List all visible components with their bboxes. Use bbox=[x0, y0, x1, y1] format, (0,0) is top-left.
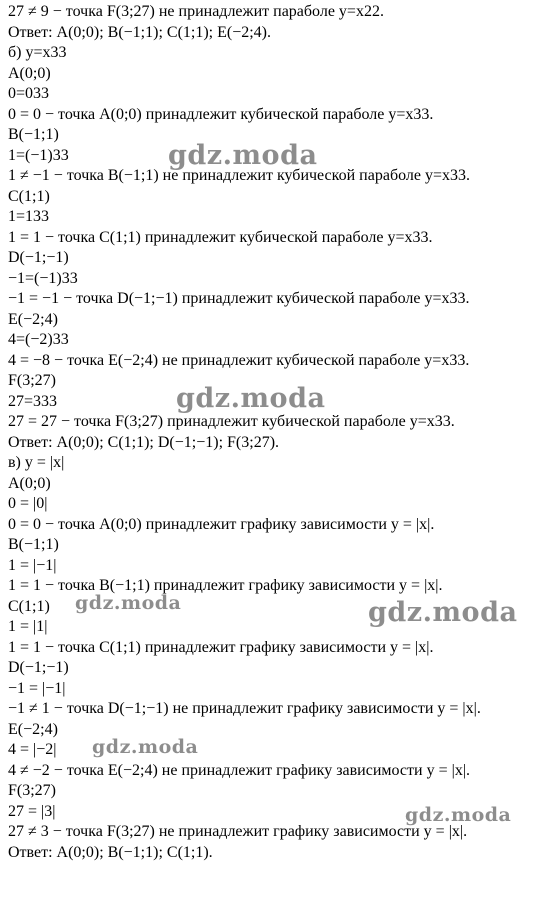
text-line: 0 = 0 − точка A(0;0) принадлежит графику зависимости y = |x|. bbox=[8, 515, 435, 533]
watermark: gdz.moda bbox=[92, 736, 199, 758]
text-line: C(1;1) bbox=[8, 187, 50, 205]
text-line: 1 = 1 − точка C(1;1) принадлежит кубической параболе y=x33. bbox=[8, 228, 433, 246]
text-line: A(0;0) bbox=[8, 474, 51, 492]
text-line: −1 = |−1| bbox=[8, 679, 66, 697]
text-line: 1 = |−1| bbox=[8, 556, 57, 574]
text-line: 1=133 bbox=[8, 208, 50, 225]
text-line: 27 = 27 − точка F(3;27) принадлежит кубической параболе y=x33. bbox=[8, 413, 455, 430]
text-line: 4=(−2)33 bbox=[8, 331, 69, 348]
text-line: −1 = −1 − точка D(−1;−1) принадлежит кубической параболе y=x33. bbox=[8, 290, 470, 307]
text-line: C(1;1) bbox=[8, 597, 50, 615]
watermark: gdz.moda bbox=[75, 592, 182, 614]
text-line: F(3;27) bbox=[8, 782, 56, 799]
text-line: F(3;27) bbox=[8, 372, 56, 389]
solution-text bbox=[8, 2, 553, 863]
text-line: Ответ: A(0;0); B(−1;1); C(1;1); E(−2;4). bbox=[8, 23, 272, 41]
watermark: gdz.moda bbox=[176, 383, 326, 414]
answer-line: Ответ: A(0;0); C(1;1); D(−1;−1); F(3;27). bbox=[8, 433, 280, 451]
text-line: 4 = −8 − точка E(−2;4) не принадлежит кубической параболе y=x33. bbox=[8, 351, 470, 369]
text-line: E(−2;4) bbox=[8, 310, 58, 328]
text-line: 27 ≠ 9 − точка F(3;27) не принадлежит параболе y=x22. bbox=[8, 3, 384, 20]
text-line: −1 ≠ 1 − точка D(−1;−1) не принадлежит графику зависимости y = |x|. bbox=[8, 700, 481, 717]
text-line: A(0;0) bbox=[8, 64, 51, 82]
text-line: D(−1;−1) bbox=[8, 659, 69, 676]
text-line: 27=333 bbox=[8, 392, 58, 410]
text-line: 27 = |3| bbox=[8, 802, 56, 820]
text-line: 1=(−1)33 bbox=[8, 146, 69, 164]
watermark: gdz.moda bbox=[168, 140, 318, 171]
text-line: 4 = |−2| bbox=[8, 741, 57, 758]
text-line: B(−1;1) bbox=[8, 126, 59, 143]
section-heading: в) y = |x| bbox=[8, 454, 65, 471]
text-line: 1 = |1| bbox=[8, 618, 48, 635]
text-line: 1 = 1 − точка C(1;1) принадлежит графику зависимости y = |x|. bbox=[8, 638, 434, 656]
text-line: D(−1;−1) bbox=[8, 249, 69, 266]
text-line: б) y=x33 bbox=[8, 44, 67, 61]
text-line: B(−1;1) bbox=[8, 536, 59, 553]
text-line: 1 ≠ −1 − точка B(−1;1) не принадлежит кубической параболе y=x33. bbox=[8, 167, 470, 184]
text-line: E(−2;4) bbox=[8, 720, 58, 738]
text-line: −1=(−1)33 bbox=[8, 269, 78, 287]
watermark: gdz.moda bbox=[405, 804, 512, 826]
text-line: 0 = 0 − точка A(0;0) принадлежит кубической параболе y=x33. bbox=[8, 105, 434, 123]
text-line: 27 ≠ 3 − точка F(3;27) не принадлежит графику зависимости y = |x|. bbox=[8, 823, 468, 840]
answer-line: Ответ: A(0;0); B(−1;1); C(1;1). bbox=[8, 843, 213, 861]
watermark: gdz.moda bbox=[368, 597, 518, 628]
text-line: 4 ≠ −2 − точка E(−2;4) не принадлежит графику зависимости y = |x|. bbox=[8, 761, 471, 779]
text-line: 1 = 1 − точка B(−1;1) принадлежит графику зависимости y = |x|. bbox=[8, 577, 443, 594]
text-line: 0 = |0| bbox=[8, 495, 48, 512]
text-line: 0=033 bbox=[8, 85, 50, 102]
